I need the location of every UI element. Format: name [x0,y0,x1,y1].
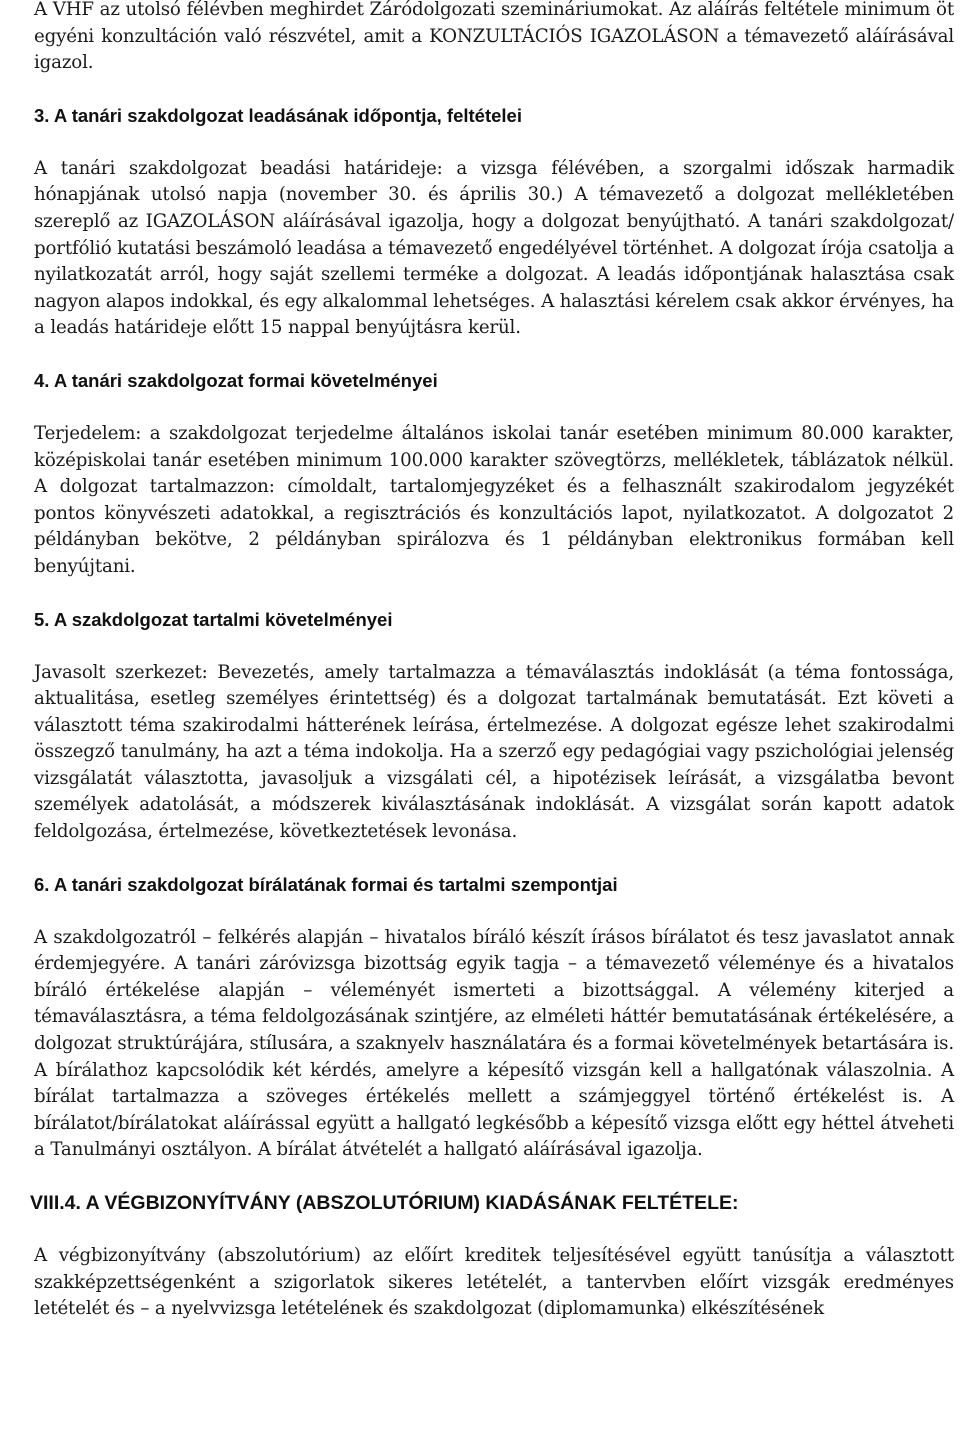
paragraph-section-5: Javasolt szerkezet: Bevezetés, amely tartalmazza a témaválasztás indoklását (a téma fontossága, aktualitása, esetleg személyes érintettség) és a dolgozat tartalmának bemutatását. Ezt követi a választott téma szakirodalmi hátterének leírása, értelmezése. A dolgozat egésze lehet szakirodalmi összegző tanulmány, ha azt a téma indokolja. Ha a szerző egy pedagógiai vagy pszichológiai jelenség vizsgálatát választotta, javasoljuk a vizsgálati cél, a hipotézisek leírását, a vizsgálatba bevont személyek adatolását, a módszerek kiválasztásának indoklását. A vizsgálat során kapott adatok feldolgozása, értelmezése, következtetések levonása. [34,661,954,843]
heading-section-4: 4. A tanári szakdolgozat formai követelményei [34,369,438,391]
heading-section-6: 6. A tanári szakdolgozat bírálatának formai és tartalmi szempontjai [34,873,618,895]
heading-section-3: 3. A tanári szakdolgozat leadásának időpontja, feltételei [34,104,522,126]
paragraph-intro: A VHF az utolsó félévben meghirdet Záródolgozati szemináriumokat. Az aláírás feltétele minimum öt egyéni konzultáción való részvétel, amit a KONZULTÁCIÓS IGAZOLÁSON a témavezető aláírásával igazol. [34,0,954,74]
paragraph-section-6: A szakdolgozatról – felkérés alapján – hivatalos bíráló készít írásos bírálatot és tesz javaslatot annak érdemjegyére. A tanári záróvizsga bizottság egyik tagja – a témavezető véleménye és a hivatalos bíráló értékelése alapján – véleményét ismerteti a bizottsággal. A vélemény kiterjed a témaválasztásra, a téma feldolgozásának szintjére, az elméleti háttér bemutatásának értékelésére, a dolgozat struktúrájára, stílusára, a szaknyelv használatára és a formai követelmények betartására is. A bírálathoz kapcsolódik két kérdés, amelyre a képesítő vizsgán kell a hallgatónak válaszolnia. A bírálat tartalmazza a szöveges értékelés mellett a számjeggyel történő értékelést is. A bírálatot/bírálatokat aláírással együtt a hallgató legkésőbb a képesítő vizsga előtt egy héttel átveheti a Tanulmányi osztályon. A bírálat átvételét a hallgató aláírásával igazolja. [34,926,954,1161]
document-page [30,0,955,1323]
heading-viii-4: VIII.4. A VÉGBIZONYÍTVÁNY (ABSZOLUTÓRIUM) KIADÁSÁNAK FELTÉTELE: [30,1192,739,1214]
paragraph-section-4: Terjedelem: a szakdolgozat terjedelme általános iskolai tanár esetében minimum 80.000 karakter, középiskolai tanár esetében minimum 100.000 karakter szövegtörzs, mellékletek, táblázatok nélkül. A dolgozat tartalmazzon: címoldalt, tartalomjegyzéket és a felhasznált szakirodalom jegyzékét pontos könyvészeti adatokkal, a regisztrációs és konzultációs lapot, nyilatkozatot. A dolgozatot 2 példányban bekötve, 2 példányban spirálozva és 1 példányban elektronikus formában kell benyújtani. [34,422,954,577]
paragraph-section-3: A tanári szakdolgozat beadási határideje: a vizsga félévében, a szorgalmi időszak harmadik hónapjának utolsó napja (november 30. és április 30.) A témavezető a dolgozat mellékletében szereplő az IGAZOLÁSON aláírásával igazolja, hogy a dolgozat benyújtható. A tanári szakdolgozat/ portfólió kutatási beszámoló leadása a témavezető engedélyével történhet. A dolgozat írója csatolja a nyilatkozatát arról, hogy saját szellemi terméke a dolgozat. A leadás időpontjának halasztása csak nagyon alapos indokkal, és egy alkalommal lehetséges. A halasztási kérelem csak akkor érvényes, ha a leadás határideje előtt 15 nappal benyújtásra kerül. [34,157,955,339]
paragraph-viii-4: A végbizonyítvány (abszolutórium) az előírt kreditek teljesítésével együtt tanúsítja a választott szakképzettségenként a szigorlatok sikeres letételét, a tantervben előírt vizsgák eredményes letételét és – a nyelvvizsga letételének és szakdolgozat (diplomamunka) elkészítésének [34,1245,954,1320]
heading-section-5: 5. A szakdolgozat tartalmi követelményei [34,608,393,630]
